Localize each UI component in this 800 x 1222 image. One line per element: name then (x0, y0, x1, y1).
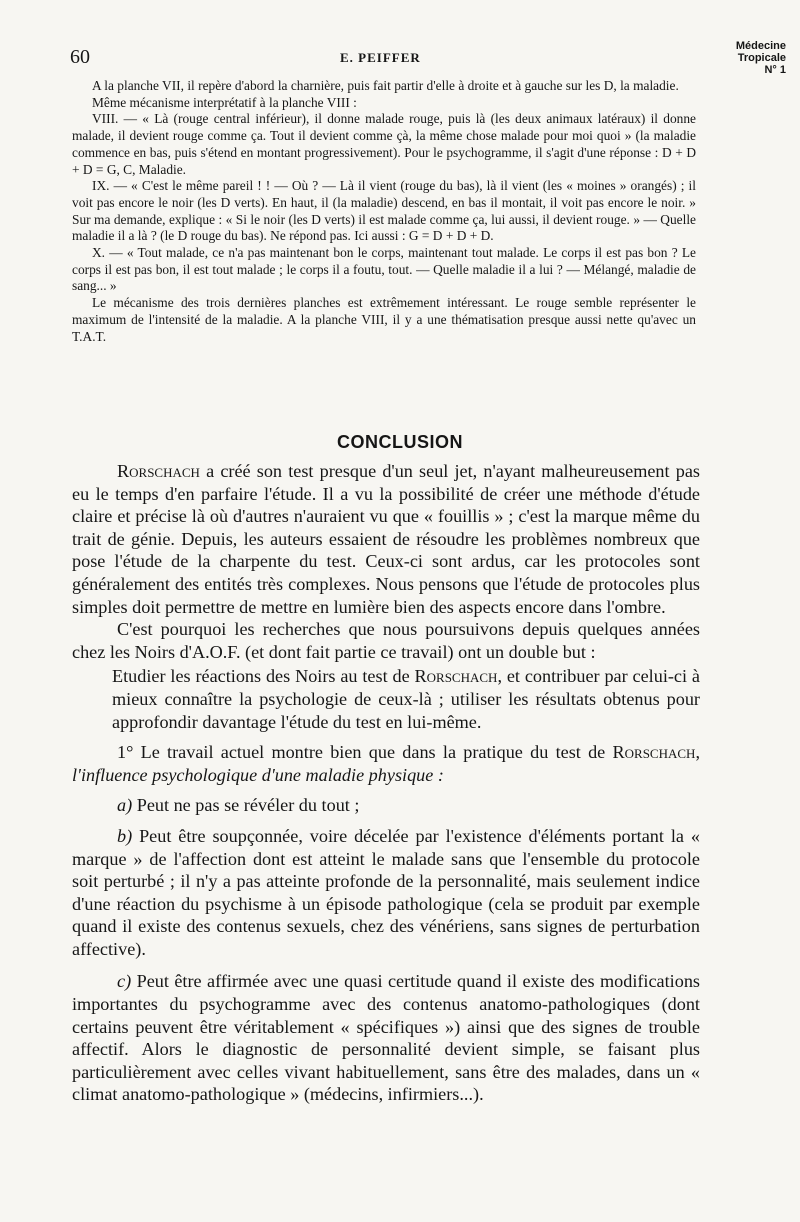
case-paragraph: Le mécanisme des trois dernières planches est extrêmement intéressant. Le rouge semble représenter le maximum de l'intensité de la maladie. A la planche VIII, il y a une thématisation presque aussi nette qu'avec un T.A.T. (72, 295, 696, 344)
author-name: Rorschach (117, 461, 200, 481)
goal-paragraph (72, 665, 700, 733)
conclusion-paragraph: C'est pourquoi les recherches que nous poursuivons depuis quelques années chez les Noirs d'A.O.F. (et dont fait partie ce travail) ont un double but : (72, 619, 700, 662)
page-number: 60 (70, 46, 90, 68)
case-paragraph: A la planche VII, il repère d'abord la charnière, puis fait partir d'elle à droite et à gauche sur les D, la maladie. (92, 78, 679, 93)
paragraph-text: , et contribuer par celui-ci à mieux connaître la psychologie de ceux-là ; utiliser les résultats obtenus pour approfondir davantage l'étude du test en lui-même. (112, 666, 700, 732)
list-label: b) (117, 825, 133, 846)
list-item-a (72, 794, 700, 817)
running-head-author: E. PEIFFER (340, 50, 421, 65)
case-paragraph: Même mécanisme interprétatif à la planche VIII : (92, 94, 357, 110)
author-name: Rorschach (612, 742, 696, 763)
list-label: a) (117, 795, 133, 816)
list-item-b (72, 825, 700, 961)
journal-tag-line: Médecine (735, 40, 786, 52)
paragraph-text: Etudier les réactions des Noirs au test de (112, 666, 415, 687)
journal-tag-line: Tropicale (737, 52, 786, 64)
case-paragraph: X. — « Tout malade, ce n'a pas maintenant bon le corps, maintenant tout malade. Le corps il est pas bon ? Le corps il est pas bon, il est tout malade ; le corps il a foutu, tout. — Quelle maladie il a lui ? — Mélangé, maladie de sang... » (72, 245, 696, 294)
section-title: CONCLUSION (337, 432, 463, 452)
paragraph-text: 1° Le travail actuel montre bien que dans la pratique du test de (117, 742, 613, 763)
conclusion-paragraph (72, 460, 700, 618)
italic-phrase: l'influence psychologique d'une maladie physique : (72, 764, 444, 785)
case-notes (72, 78, 696, 345)
author-name: Rorschach (414, 666, 498, 687)
list-item-c (72, 970, 700, 1106)
journal-tag-line: N° 1 (764, 64, 786, 76)
paragraph-text: , (695, 742, 700, 763)
list-text: Peut être affirmée avec une quasi certitude quand il existe des modifications importantes du psychogramme avec des contenus anatomo-pathologiques (dont certains peuvent être véritablement « spécifiques ») ainsi que des signes de trouble affectif. Alors le diagnostic de personnalité devient simple, se faisant plus particulièrement avec celles vivant habituellement, sans être des malades, dans un « climat anatomo-pathologique » (médecins, infirmiers...). (72, 971, 700, 1105)
conclusion-body (72, 460, 700, 1106)
list-text: Peut être soupçonnée, voire décelée par l'existence d'éléments portant la « marque » de l'affection dont est atteint le malade sans que l'ensemble du protocole soit perturbé ; il n'y a pas atteinte profonde de la personnalité, mais seulement indice d'une réaction du psychisme à un épisode pathologique (cela se produit par exemple quand il existe des contenus sexuels, chez des vénériens, sans signes de perturbation affective). (72, 825, 700, 959)
case-paragraph: IX. — « C'est le même pareil ! ! — Où ? — Là il vient (rouge du bas), là il vient (les « moines » orangés) ; il voit pas encore le noir (les D verts). En haut, il (la maladie) descend, en bas il montait, il voit pas encore le noir. » Sur ma demande, explique : « Si le noir (les D verts) il est malade comme ça, lui aussi, il devient rouge. » — Quelle maladie il a là ? (le D rouge du bas). Ne répond pas. Ici aussi : G = D + D + D. (72, 178, 696, 244)
list-text: Peut ne pas se révéler du tout ; (132, 795, 360, 816)
paragraph-text: a créé son test presque d'un seul jet, n'ayant malheureusement pas eu le temps d'en parfaire l'étude. Il a vu la possibilité de créer une méthode d'étude claire et précise là où d'autres n'auraient vu que « fouillis » ; c'est la marque même du trait de génie. Depuis, les auteurs essaient de résoudre les problèmes nombreux que pose l'étude de la charpente du test. Ceux-ci sont ardus, car les protocoles sont généralement des entités très complexes. Nous pensons que l'étude de protocoles plus simples doit permettre de mettre en lumière bien des aspects encore dans l'ombre. (72, 461, 700, 617)
list-label: c) (117, 971, 132, 992)
finding-paragraph (72, 741, 700, 786)
case-paragraph: VIII. — « Là (rouge central inférieur), il donne malade rouge, puis là (les deux animaux latéraux) il donne malade, il devient rouge comme ça. Tout il devient comme çà, la même chose malade pour moi quoi » (la maladie commence en bas, puis s'étend en montant progressivement). Pour le psychogramme, il s'agit d'une réponse : D + D + D = G, C, Maladie. (72, 111, 696, 177)
journal-tag (708, 40, 786, 76)
